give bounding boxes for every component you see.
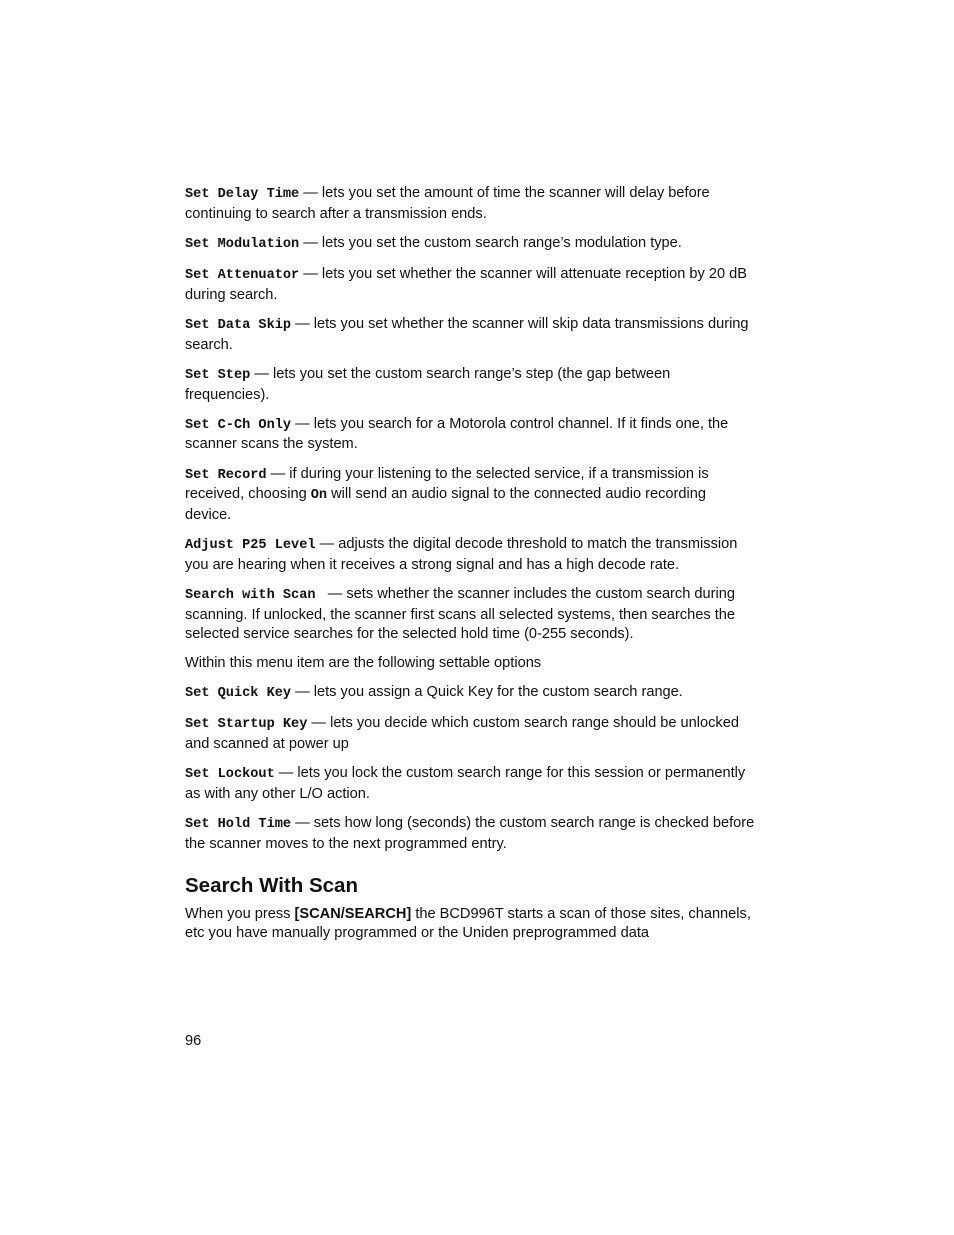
section-paragraph	[185, 905, 755, 943]
page-content	[185, 184, 755, 953]
term-label: Set Quick Key	[185, 685, 292, 701]
menu-item-set-modulation	[185, 234, 755, 255]
term-description: — lets you set the amount of time the scanner will delay before continuing to search after a transmission ends.	[185, 185, 710, 222]
term-label: Set Hold Time	[185, 816, 292, 832]
menu-item-search-with-scan	[185, 585, 755, 643]
term-label: Set Step	[185, 367, 251, 383]
section-text-continued: the BCD996T starts a scan of those sites, channels, etc you have manually programmed or the Uniden preprogrammed data	[185, 906, 751, 942]
term-description: — adjusts the digital decode threshold to match the transmission you are hearing when it receives a strong signal and has a high decode rate.	[185, 536, 738, 574]
term-label: Set Startup Key	[185, 717, 308, 732]
term-description: — lets you assign a Quick Key for the custom search range.	[291, 683, 683, 700]
option-set-quick-key	[185, 683, 755, 704]
intro-paragraph: Within this menu item are the following settable options	[185, 654, 542, 671]
term-description: — if during your listening to the selected service, if a transmission is received, choosing	[185, 465, 709, 503]
term-label: Set Data Skip	[185, 317, 292, 333]
term-description: — lets you lock the custom search range for this session or permanently as with any other L/O action.	[185, 764, 746, 802]
section-text: When you press	[185, 906, 295, 923]
menu-item-set-step	[185, 365, 755, 405]
term-label: Set Delay Time	[185, 187, 300, 202]
term-description: — sets whether the scanner includes the custom search during scanning. If unlocked, the scanner first scans all selected systems, then searches the selected service searches for the selected hold time (0-255 seconds).	[185, 586, 735, 642]
option-set-lockout	[185, 764, 755, 804]
term-description: — sets how long (seconds) the custom search range is checked before the scanner moves to the next programmed entry.	[185, 814, 755, 852]
term-description: — lets you set the custom search range’s modulation type.	[299, 234, 682, 251]
option-set-hold-time	[185, 814, 755, 854]
term-label: Adjust P25 Level	[185, 538, 316, 554]
menu-item-set-delay-time	[185, 184, 755, 224]
term-label: Set Modulation	[185, 236, 300, 252]
term-label: Set C-Ch Only	[185, 417, 292, 433]
menu-item-set-attenuator	[185, 265, 755, 305]
menu-item-set-c-ch-only	[185, 415, 755, 455]
option-set-startup-key	[185, 714, 755, 754]
term-description: — lets you set the custom search range’s step (the gap between frequencies).	[185, 365, 671, 403]
section-heading: Search With Scan	[185, 874, 358, 898]
menu-item-set-record	[185, 465, 755, 525]
term-description: — lets you search for a Motorola control channel. If it finds one, the scanner scans the system.	[185, 415, 729, 453]
menu-item-adjust-p25-level	[185, 535, 755, 575]
button-reference: [SCAN/SEARCH]	[294, 906, 412, 923]
page-number: 96	[185, 1033, 202, 1049]
term-label: Set Record	[185, 467, 267, 483]
term-label: Search with Scan	[185, 588, 324, 604]
term-description: — lets you set whether the scanner will attenuate reception by 20 dB during search.	[185, 265, 748, 303]
term-label: Set Attenuator	[185, 267, 300, 283]
term-description: — lets you decide which custom search range should be unlocked and scanned at power up	[185, 715, 739, 752]
term-description: — lets you set whether the scanner will skip data transmissions during search.	[185, 315, 749, 353]
term-label: Set Lockout	[185, 766, 275, 782]
menu-item-set-data-skip	[185, 315, 755, 355]
inline-term-on: On	[310, 488, 328, 504]
term-description-continued: will send an audio signal to the connected audio recording device.	[185, 486, 706, 524]
